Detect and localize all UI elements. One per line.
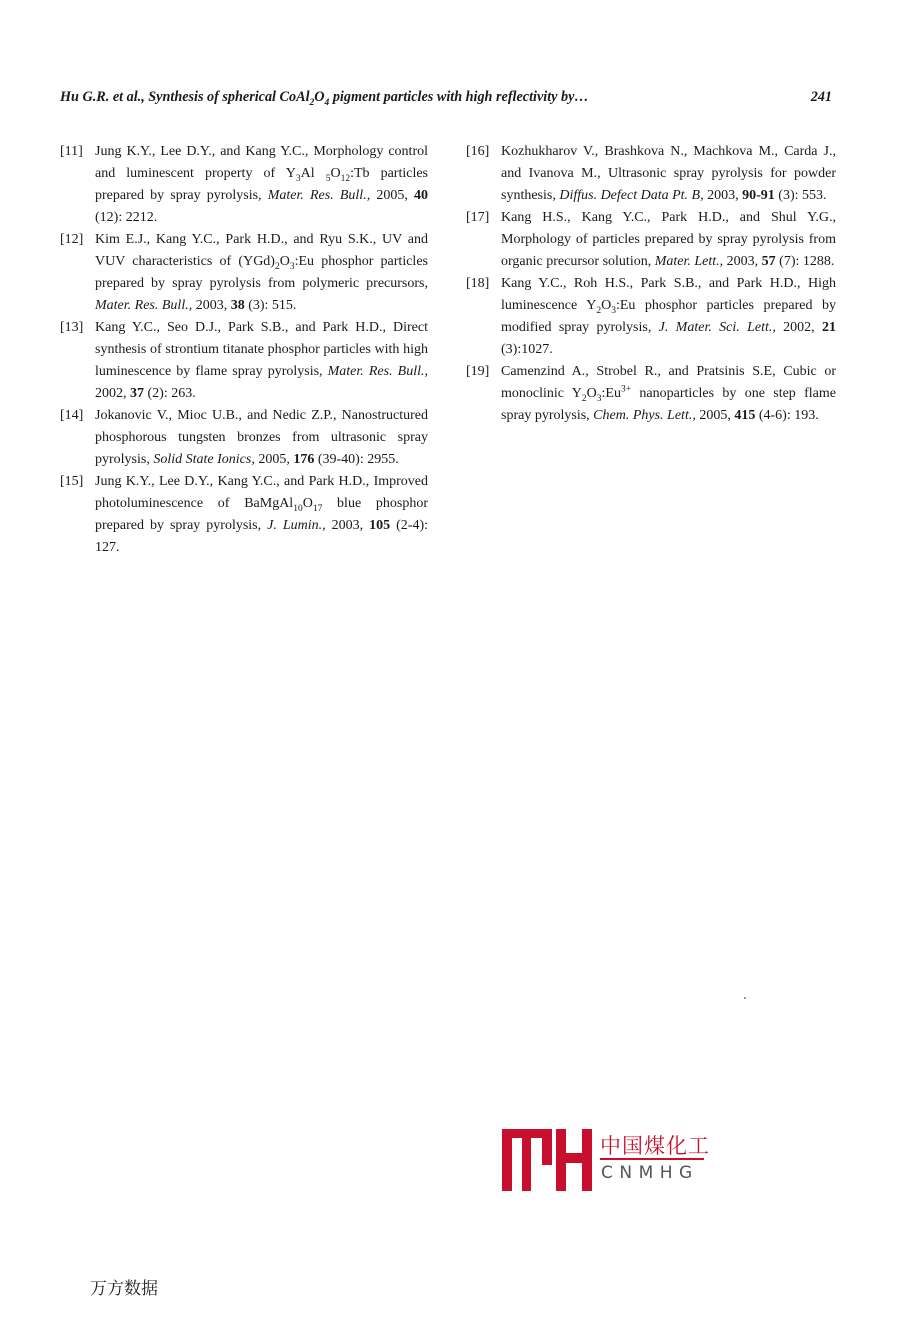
reference-15: [15] Jung K.Y., Lee D.Y., Kang Y.C., and Park H.D., Improved photoluminescence of $BaMgAl_{10}O_{17}$ blue phosphor prepared by spray pyrolysis, J. Lumin., 2003, 105 (2-4): 127. (60, 474, 428, 555)
stray-dot (744, 997, 746, 999)
reference-16: [16] Kozhukharov V., Brashkova N., Machkova M., Carda J., and Ivanova M., Ultrasonic spray pyrolysis for powder synthesis, Diffus. Defect Data Pt. B, 2003, 90-91 (3): 553. (466, 144, 836, 203)
reference-12: [12] Kim E.J., Kang Y.C., Park H.D., and Ryu S.K., UV and VUV characteristics of $(YGd)_2O_3:Eu$ phosphor particles prepared by spray pyrolysis from polymeric precursors, Mater. Res. Bull., 2003, 38 (3): 515. (60, 232, 428, 313)
footer-watermark: 万方数据 (90, 1279, 158, 1299)
reference-13: [13] Kang Y.C., Seo D.J., Park S.B., and Park H.D., Direct synthesis of strontium titanate phosphor particles with high luminescence by flame spray pyrolysis, Mater. Res. Bull., 2002, 37 (2): 263. (60, 320, 428, 401)
reference-17: [17] Kang H.S., Kang Y.C., Park H.D., and Shul Y.G., Morphology of particles prepared by spray pyrolysis from organic precursor solution, Mater. Lett., 2003, 57 (7): 1288. (466, 210, 836, 269)
page-number: 241 (810, 89, 832, 105)
reference-19: [19] Camenzind A., Strobel R., and Pratsinis S.E, Cubic or monoclinic $Y_2O_3:Eu^{3+}$ nanoparticles by one step flame spray pyrolysis, Chem. Phys. Lett., 2005, 415 (4-6): 193. (466, 364, 836, 423)
references-right-column (466, 141, 836, 427)
references-left-column (60, 141, 428, 559)
reference-18: [18] Kang Y.C., Roh H.S., Park S.B., and Park H.D., High luminescence $Y_2O_3:Eu$ phosphor particles prepared by modified spray pyrolysis, J. Mater. Sci. Lett., 2002, 21 (3):1027. (466, 276, 836, 357)
header-authors: Hu G.R. et al., (60, 89, 145, 105)
running-header (60, 89, 832, 111)
header-title: Hu G.R. et al., Synthesis of spherical $CoAl_2O_4$ pigment particles with high reflectivity by… (60, 89, 589, 108)
reference-11: [11] Jung K.Y., Lee D.Y., and Kang Y.C., Morphology control and luminescent property of $Y_3Al$ $_5O_{12}:Tb$ particles prepared by spray pyrolysis, Mater. Res. Bull., 2005, 40 (12): 2212. (60, 144, 429, 225)
reference-14: [14] Jokanovic V., Mioc U.B., and Nedic Z.P., Nanostructured phosphorous tungsten bronzes from ultrasonic spray pyrolysis, Solid State Ionics, 2005, 176 (39-40): 2955. (60, 408, 428, 467)
logo-english-name: CNMHG (601, 1163, 699, 1183)
logo-divider (600, 1158, 704, 1160)
logo-chinese-name: 中国煤化工 (600, 1134, 710, 1158)
